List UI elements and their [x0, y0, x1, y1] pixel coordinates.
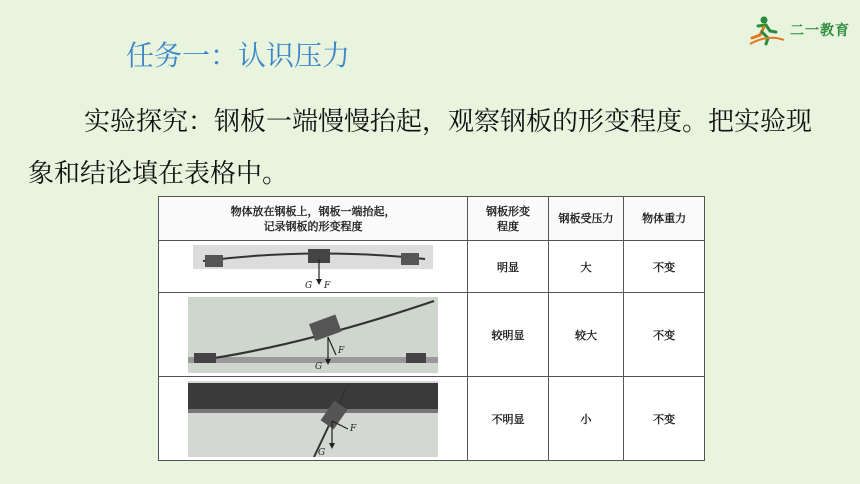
experiment-table	[158, 196, 705, 461]
header-setup-line1: 物体放在钢板上，钢板一端抬起，	[230, 204, 396, 218]
intro-paragraph: 实验探究：钢板一端慢慢抬起，观察钢板的形变程度。把实验现象和结论填在表格中。	[28, 107, 813, 189]
header-setup	[159, 197, 468, 241]
gravity-value: 不变	[624, 241, 705, 293]
pressure-value: 较大	[548, 293, 623, 377]
label-f: F	[350, 423, 357, 434]
table-row	[159, 293, 705, 377]
task-title: 任务一：认识压力	[126, 39, 351, 72]
table-header-row	[159, 197, 705, 241]
label-g: G	[315, 361, 323, 372]
steel-plate-tilted-photo	[188, 297, 438, 373]
deformation-value: 较明显	[468, 293, 549, 377]
header-setup-line2: 记录钢板的形变程度	[263, 219, 363, 233]
header-deformation-line2: 程度	[496, 219, 519, 233]
gravity-value: 不变	[624, 293, 705, 377]
deformation-value: 不明显	[468, 377, 549, 461]
header-deformation	[468, 197, 549, 241]
label-g: G	[318, 447, 326, 457]
label-g: G	[305, 280, 313, 291]
header-gravity: 物体重力	[624, 197, 705, 241]
table-row	[159, 241, 705, 293]
label-f: F	[324, 280, 331, 291]
logo-text: 二一教育	[790, 23, 850, 39]
header-pressure: 钢板受压力	[548, 197, 623, 241]
header-deformation-line1: 钢板形变	[485, 204, 530, 218]
photo-cell-steep	[159, 377, 468, 461]
photo-cell-flat	[159, 241, 468, 293]
gravity-value: 不变	[624, 377, 705, 461]
label-f: F	[338, 345, 345, 356]
photo-cell-tilted	[159, 293, 468, 377]
steel-plate-steep-photo	[188, 381, 438, 457]
deformation-value: 明显	[468, 241, 549, 293]
pressure-value: 大	[548, 241, 623, 293]
table-row	[159, 377, 705, 461]
steel-plate-flat-photo	[193, 243, 433, 291]
pressure-value: 小	[548, 377, 623, 461]
